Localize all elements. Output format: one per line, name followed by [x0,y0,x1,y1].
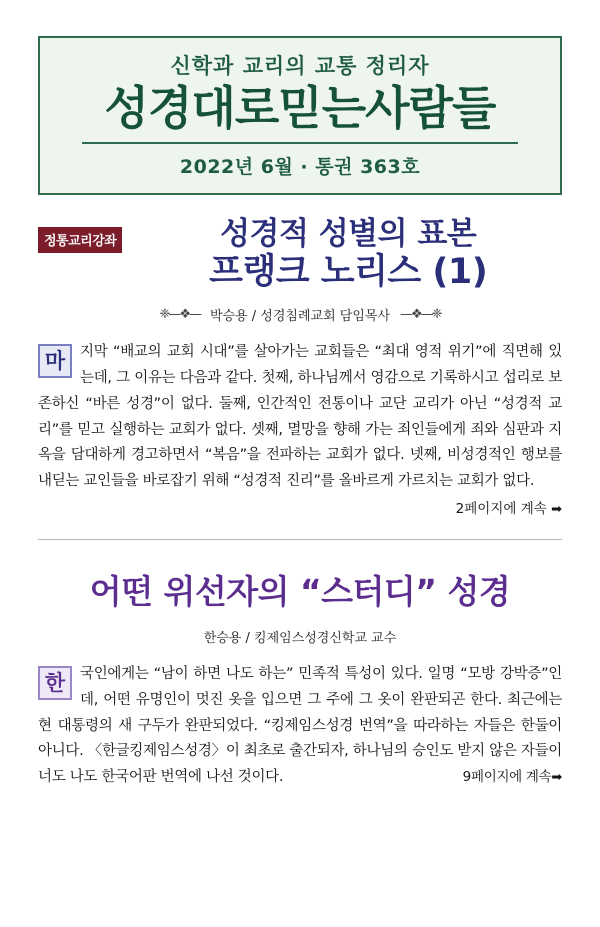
ornament-left-icon: ❈—❖— [159,307,200,323]
article-secondary-continued-label: 9페이지에 계속 [462,769,552,786]
masthead-divider [82,142,519,144]
arrow-right-icon: ➡ [551,502,562,518]
article-primary-headline-line1: 성경적 성별의 표본 [220,215,477,252]
article-secondary-body-copy: 국인에게는 “남이 하면 나도 하는” 민족적 특성이 있다. 일명 “모방 강박증”인데, 어떤 유명인이 멋진 옷을 입으면 그 주에 그 옷이 완판되곤 한다. 최근에는 현 대통령의 새 구두가 완판되었다. “킹제임스성경 번역”을 따라하는 자들은 한둘이 아니다. 〈한글킹제임스성경〉이 최초로 출간되자, 하나님의 승인도 받지 않은 자들이 너도 나도 한국어판 번역에 나선 것이다. [38,666,562,786]
article-secondary [38,566,562,791]
article-primary-body-block [38,340,562,495]
article-primary-headline [134,217,562,294]
masthead [38,36,562,195]
article-kicker-badge: 정통교리강좌 [38,227,122,253]
article-secondary-continued [463,765,562,789]
article-primary-dropcap: 마 [38,344,72,378]
article-primary-continued-label: 2페이지에 계속 [455,501,547,518]
masthead-title: 성경대로믿는사람들 [104,81,496,135]
masthead-tagline: 신학과 교리의 교통 정리자 [170,54,430,78]
article-primary-headline-row [38,217,562,294]
article-primary-continued [38,497,562,517]
article-primary-byline-row [38,305,562,324]
article-primary-body-text: 지막 “배교의 교회 시대”를 살아가는 교회들은 “최대 영적 위기”에 직면해 있는데, 그 이유는 다음과 같다. 첫째, 하나님께서 영감으로 기록하시고 섭리로 보존하신 “바른 성경”이 없다. 둘째, 인간적인 전통이나 교단 교리가 아닌 “성경적 교리”를 믿고 실행하는 교회가 없다. 셋째, 멸망을 향해 가는 죄인들에게 죄와 심판과 지옥을 담대하게 경고하면서 “복음”을 전파하는 교회가 없다. 넷째, 비성경적인 행보를 내딛는 교인들을 바로잡기 위해 “성경적 진리”를 올바르게 가르치는 교회가 없다. [38,344,562,490]
article-secondary-dropcap: 한 [38,666,72,700]
ornament-right-icon: —❖—❈ [400,307,441,323]
article-secondary-headline: 어떤 위선자의 “스터디” 성경 [89,572,511,612]
section-divider [38,539,562,540]
arrow-right-icon-secondary: ➡ [551,770,562,786]
article-secondary-byline: 한승용 / 킹제임스성경신학교 교수 [203,631,397,647]
article-primary [38,217,562,517]
newsletter-page [0,36,600,927]
article-primary-headline-line2: 프랭크 노리스 (1) [209,252,488,293]
article-primary-byline: 박승용 / 성경침례교회 담임목사 [209,309,391,325]
masthead-issue-line: 2022년 6월 · 통권 363호 [179,155,421,178]
article-secondary-body-block [38,662,562,791]
article-secondary-body-text [38,662,562,791]
